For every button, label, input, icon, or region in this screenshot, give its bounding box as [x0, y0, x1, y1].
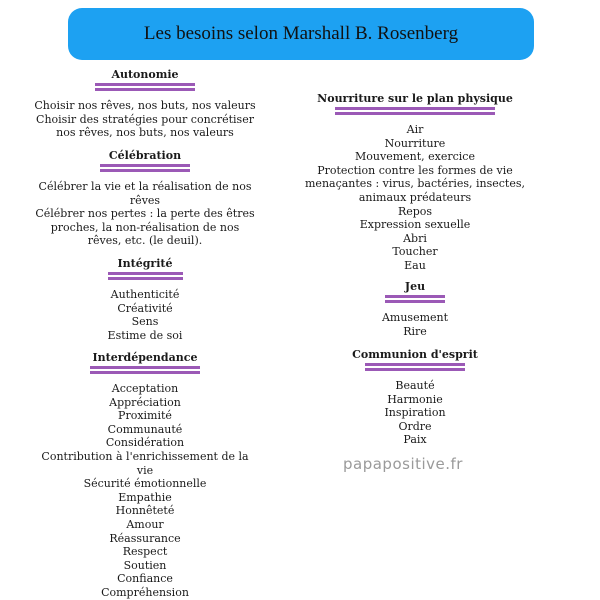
section-autonomie — [20, 63, 270, 140]
heading-underline — [95, 83, 195, 86]
list-item: Sens — [131, 315, 159, 329]
section-communion — [290, 343, 540, 447]
item-list — [20, 288, 270, 342]
list-item: Expression sexuelle — [359, 218, 471, 232]
list-item: Amour — [126, 517, 164, 531]
section-heading: Communion d'esprit — [352, 348, 478, 361]
list-item: Repos — [397, 204, 433, 218]
list-item: Honnêteté — [115, 504, 175, 518]
list-item: proches, la non-réalisation de nos — [50, 220, 240, 234]
list-item: rêves — [129, 193, 161, 207]
list-item: Proximité — [118, 409, 172, 423]
heading-underline — [95, 88, 195, 91]
heading-underline — [385, 300, 445, 303]
section-heading: Célébration — [108, 149, 182, 162]
list-item: Empathie — [118, 490, 172, 504]
section-heading: Intégrité — [117, 257, 173, 270]
list-item: Amusement — [381, 311, 449, 324]
heading-underline — [335, 112, 495, 115]
heading-underline — [108, 277, 183, 280]
item-list — [20, 99, 270, 140]
list-item: Protection contre les formes de vie — [317, 163, 513, 177]
list-item: Appréciation — [109, 395, 181, 409]
section-heading: Autonomie — [111, 68, 179, 81]
list-item: Sécurité émotionnelle — [83, 477, 207, 491]
heading-underline — [108, 272, 183, 275]
heading-underline — [100, 169, 190, 172]
list-item: Air — [406, 123, 424, 136]
heading-underline — [90, 366, 200, 369]
list-item: Compréhension — [101, 585, 189, 599]
section-heading: Nourriture sur le plan physique — [317, 92, 513, 105]
list-item: Eau — [404, 258, 426, 272]
heading-underline — [365, 363, 465, 366]
list-item: Toucher — [392, 245, 438, 259]
list-item: Célébrer nos pertes : la perte des êtres — [35, 207, 255, 221]
item-list — [290, 379, 540, 447]
list-item: Harmonie — [387, 392, 443, 406]
list-item: Beauté — [395, 379, 435, 392]
list-item: Mouvement, exercice — [355, 150, 475, 164]
list-item: Nourriture — [384, 136, 446, 150]
title-banner — [68, 8, 534, 60]
section-jeu — [290, 275, 540, 338]
heading-underline — [385, 295, 445, 298]
list-item: Confiance — [117, 572, 173, 586]
section-heading: Jeu — [404, 280, 426, 293]
site-watermark: papapositive.fr — [343, 455, 463, 473]
heading-underline — [335, 107, 495, 110]
list-item: Paix — [403, 433, 427, 447]
list-item: Considération — [105, 436, 185, 450]
heading-underline — [90, 371, 200, 374]
item-list — [20, 180, 270, 248]
list-item: Soutien — [123, 558, 167, 572]
list-item: Estime de soi — [107, 328, 183, 342]
list-item: Choisir des stratégies pour concrétiser — [36, 112, 254, 126]
list-item: Ordre — [398, 419, 432, 433]
list-item: Rire — [403, 324, 427, 338]
list-item: vie — [136, 463, 154, 477]
list-item: animaux prédateurs — [358, 190, 472, 204]
section-interdependance — [20, 346, 270, 600]
list-item: Créativité — [117, 301, 173, 315]
list-item: rêves, etc. (le deuil). — [87, 234, 203, 248]
section-heading: Interdépendance — [92, 351, 198, 364]
heading-underline — [365, 368, 465, 371]
section-celebration — [20, 144, 270, 248]
list-item: Respect — [122, 545, 168, 559]
item-list — [20, 382, 270, 600]
list-item: nos rêves, nos buts, nos valeurs — [56, 126, 234, 140]
list-item: Contribution à l'enrichissement de la — [41, 449, 249, 463]
list-item: Célébrer la vie et la réalisation de nos — [38, 180, 252, 193]
section-integrite — [20, 252, 270, 342]
list-item: Communauté — [107, 422, 183, 436]
list-item: Inspiration — [384, 406, 446, 420]
list-item: Abri — [403, 231, 427, 245]
page-title: Les besoins selon Marshall B. Rosenberg — [143, 23, 459, 44]
section-nourriture — [290, 87, 540, 273]
list-item: Authenticité — [110, 288, 180, 301]
list-item: Acceptation — [111, 382, 179, 395]
list-item: Choisir nos rêves, nos buts, nos valeurs — [34, 99, 256, 112]
list-item: menaçantes : virus, bactéries, insectes, — [305, 177, 525, 191]
list-item: Réassurance — [109, 531, 181, 545]
item-list — [290, 123, 540, 273]
item-list — [290, 311, 540, 338]
heading-underline — [100, 164, 190, 167]
